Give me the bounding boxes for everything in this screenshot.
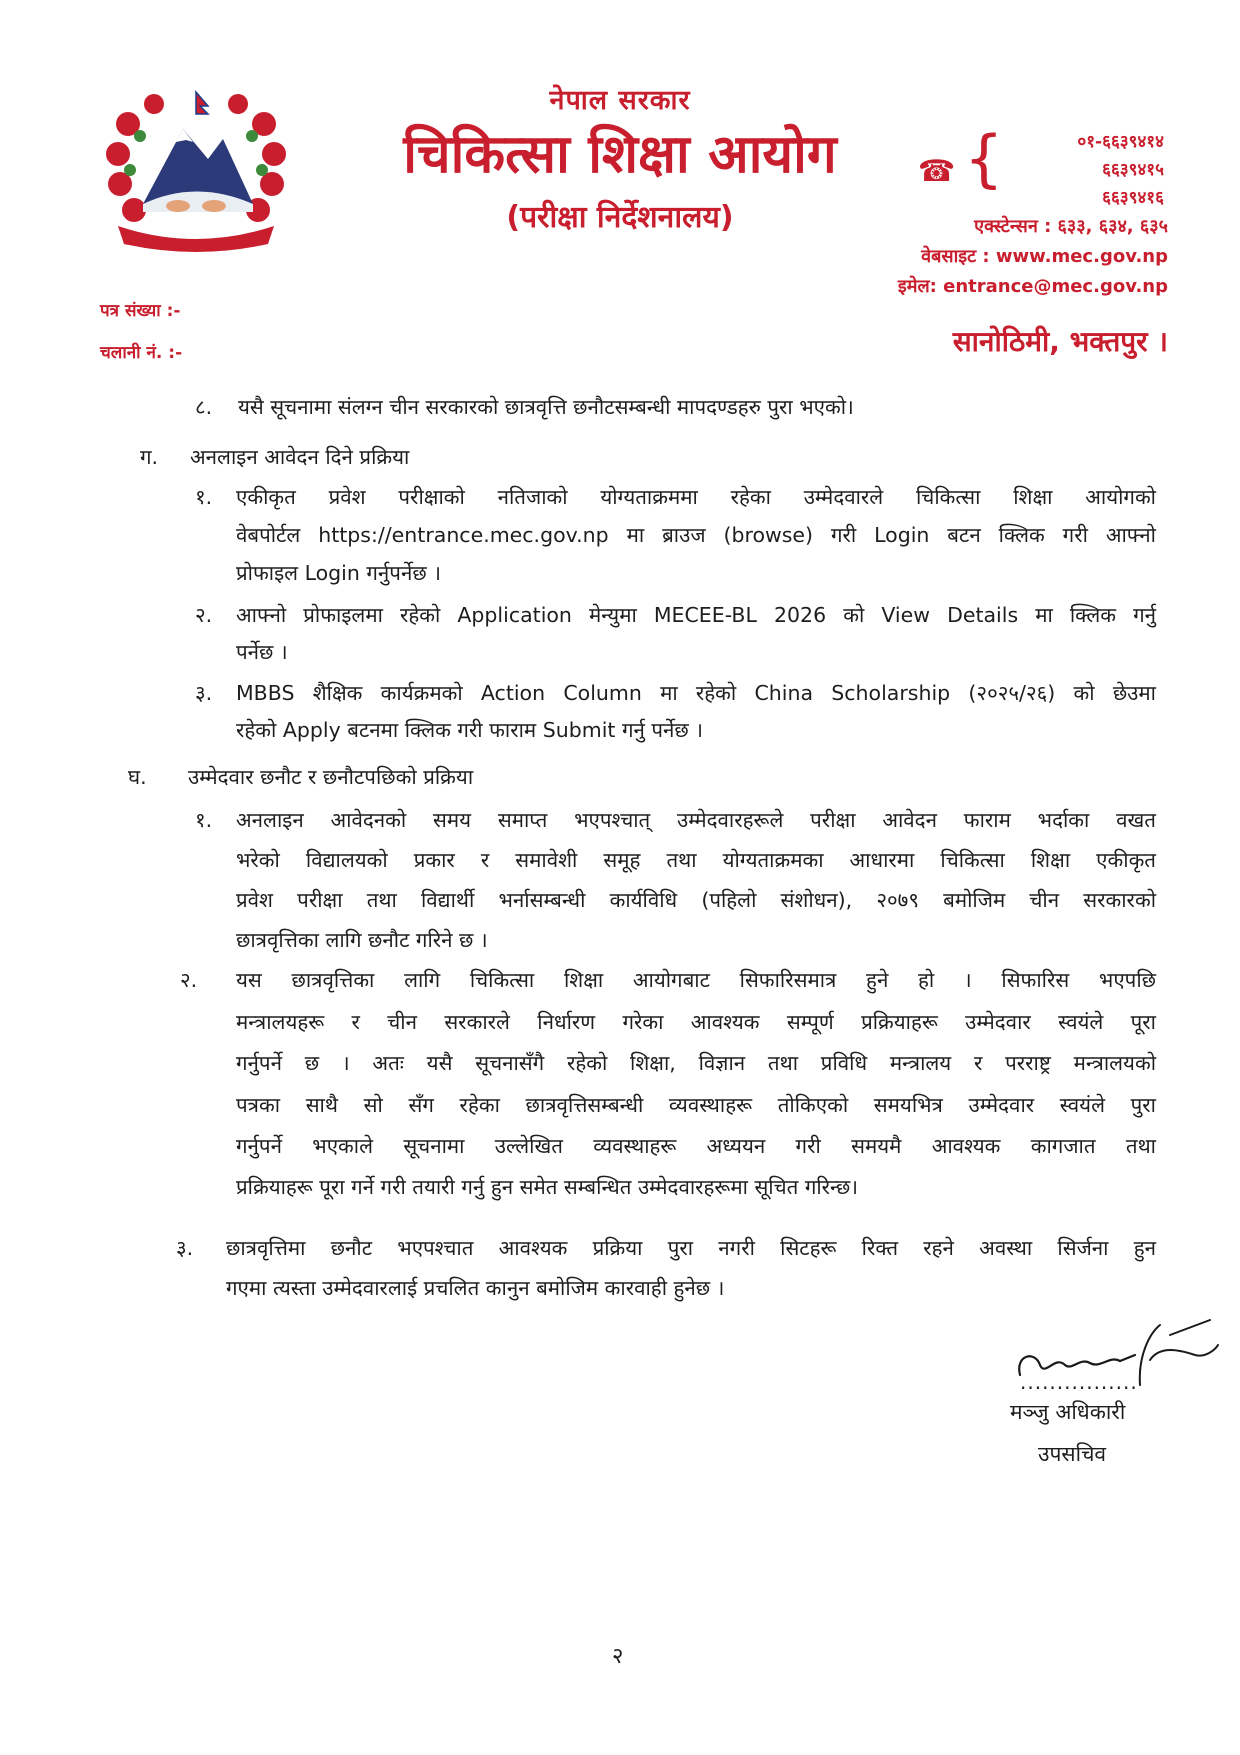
telephone-icon: ☎ [918,154,956,189]
item-text: एकीकृत प्रवेश परीक्षाको नतिजाको योग्यताक्रममा रहेका उम्मेदवारले चिकित्सा शिक्षा आयोगको [236,485,1156,509]
section-title: अनलाइन आवेदन दिने प्रक्रिया [190,445,410,469]
item-text: छात्रवृत्तिमा छनौट भएपश्चात आवश्यक प्रक्रिया पुरा नगरी सिटहरू रिक्त रहने अवस्था सिर्जना हुन [226,1236,1156,1260]
phone-1: ०१-६६३९४१४ [1077,132,1164,152]
nepal-emblem-icon [98,84,294,252]
letter-no: पत्र संख्या :- [100,301,181,321]
item-number: २. [195,603,213,627]
item-number: ३. [176,1236,194,1260]
item-number: १. [195,808,213,832]
item-text: गएमा त्यस्ता उम्मेदवारलाई प्रचलित कानुन बमोजिम कारवाही हुनेछ । [226,1276,725,1300]
signatory-title: उपसचिव [1038,1442,1107,1466]
item-text: भरेको विद्यालयको प्रकार र समावेशी समूह तथा योग्यताक्रमका आधारमा चिकित्सा शिक्षा एकीकृत [236,848,1156,872]
item-text: पर्नेछ । [236,640,288,664]
item-text: MBBS शैक्षिक कार्यक्रमको Action Column मा रहेको China Scholarship (२०२५/२६) को छेउमा [236,681,1156,705]
dept-name: (परीक्षा निर्देशनालय) [506,200,734,235]
section-number: घ. [128,765,147,789]
extension: एक्स्टेन्सन : ६३३, ६३४, ६३५ [974,216,1168,237]
page-number: २ [612,1644,624,1669]
item-text: आफ्नो प्रोफाइलमा रहेको Application मेन्युमा MECEE-BL 2026 को View Details मा क्लिक गर्नु [236,603,1156,627]
item-number: २. [180,968,198,992]
item-text: छात्रवृत्तिका लागि छनौट गरिने छ । [236,928,488,952]
item-text: मन्त्रालयहरू र चीन सरकारले निर्धारण गरेका आवश्यक सम्पूर्ण प्रक्रियाहरू उम्मेदवार स्वयंले पूरा [236,1010,1156,1034]
reference-block [100,290,182,374]
item-text: वेबपोर्टल https://entrance.mec.gov.np मा ब्राउज (browse) गरी Login बटन क्लिक गरी आफ्नो [236,523,1156,547]
item-text: यसै सूचनामा संलग्न चीन सरकारको छात्रवृत्ति छनौटसम्बन्धी मापदण्डहरु पुरा भएको। [238,395,854,419]
section-title: उम्मेदवार छनौट र छनौटपछिको प्रक्रिया [188,765,474,789]
item-number: ३. [195,681,213,705]
contact-lines [768,212,1168,302]
address: सानोठिमी, भक्तपुर । [952,325,1168,358]
email: इमेल: entrance@mec.gov.np [897,276,1168,297]
item-text: प्रोफाइल Login गर्नुपर्नेछ । [236,561,441,585]
item-text: गर्नुपर्ने छ । अतः यसै सूचनासँगै रहेको शिक्षा, विज्ञान तथा प्रविधि मन्त्रालय र परराष्ट्र मन्त्रालयको [236,1051,1156,1075]
item-text: प्रक्रियाहरू पूरा गर्ने गरी तयारी गर्नु हुन समेत सम्बन्धित उम्मेदवारहरूमा सूचित गरिन्छ। [236,1175,859,1199]
item-number: १. [195,485,213,509]
brace-icon: { [964,122,1004,195]
signatory-name: मञ्जु अधिकारी [1010,1400,1126,1424]
item-text: प्रवेश परीक्षा तथा विद्यार्थी भर्नासम्बन्धी कार्यविधि (पहिलो संशोधन), २०७९ बमोजिम चीन सरकारको [236,888,1156,912]
item-number: ८. [195,395,213,419]
gov-name: नेपाल सरकार [549,85,691,116]
phone-2: ६६३९४१५ [1102,160,1164,180]
item-text: पत्रका साथै सो सँग रहेका छात्रवृत्तिसम्बन्धी व्यवस्थाहरू तोकिएको समयभित्र उम्मेदवार स्वयंले पुरा [236,1093,1156,1117]
signature-dots: ................ [1020,1370,1138,1394]
item-text: यस छात्रवृत्तिका लागि चिकित्सा शिक्षा आयोगबाट सिफारिसमात्र हुने हो । सिफारिस भएपछि [236,968,1156,992]
item-text: अनलाइन आवेदनको समय समाप्त भएपश्चात् उम्मेदवारहरूले परीक्षा आवेदन फाराम भर्दाका वखत [236,808,1156,832]
phone-numbers [996,128,1164,212]
item-text: गर्नुपर्ने भएकाले सूचनामा उल्लेखित व्यवस्थाहरू अध्ययन गरी समयमै आवश्यक कागजात तथा [236,1134,1156,1158]
section-number: ग. [140,445,159,469]
website: वेबसाइट : www.mec.gov.np [921,246,1168,267]
item-text: रहेको Apply बटनमा क्लिक गरी फाराम Submit गर्नु पर्नेछ । [236,718,704,742]
dispatch-no: चलानी नं. :- [100,343,183,363]
org-name: चिकित्सा शिक्षा आयोग [403,124,837,185]
phone-3: ६६३९४१६ [1102,188,1164,208]
